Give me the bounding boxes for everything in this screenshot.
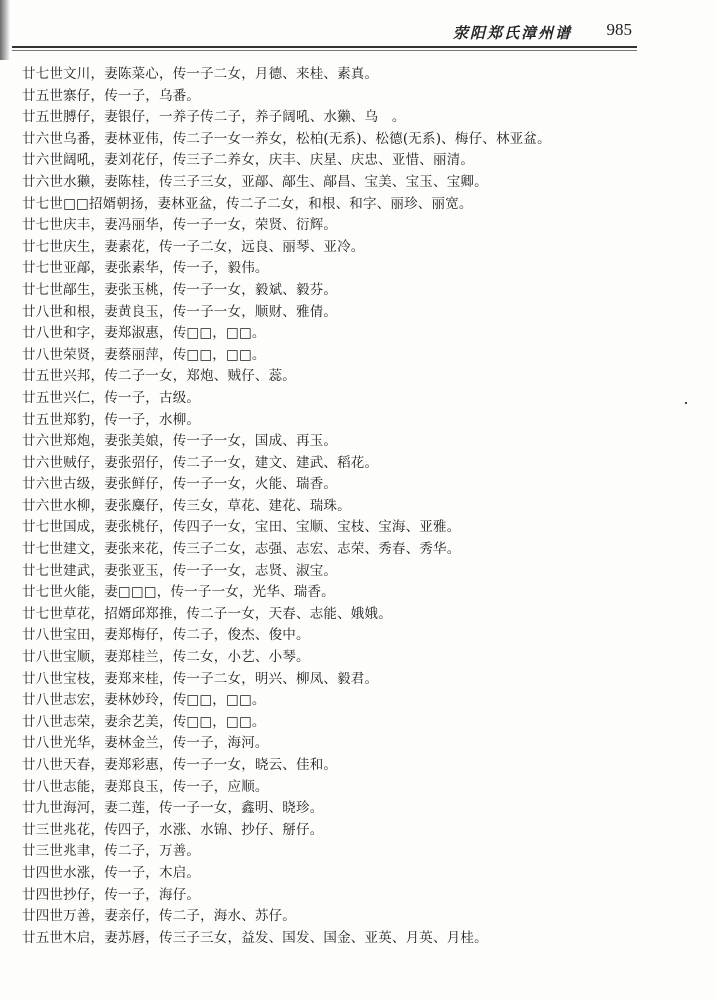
genealogy-entry: 廿七世火能，妻□□□，传一子一女，光华、瑞香。 xyxy=(22,584,335,601)
genealogy-entry: 廿八世光华，妻林金兰，传一子，海河。 xyxy=(22,735,269,752)
genealogy-entry: 廿七世庆生，妻素花，传一子二女，远良、丽琴、亚冷。 xyxy=(22,238,365,255)
genealogy-entry: 廿五世兴仁，传一子，古级。 xyxy=(22,389,201,406)
genealogy-entry: 廿三世兆花，传四子，水涨、水锦、抄仔、掰仔。 xyxy=(22,821,324,838)
genealogy-entry: 廿八世荣贤，妻蔡丽萍，传□□，□□。 xyxy=(22,346,266,363)
genealogy-entry: 廿七世文川，妻陈菜心，传一子二女，月德、来桂、素真。 xyxy=(22,66,379,82)
genealogy-entry: 廿七世亚鄗，妻张素华，传一子，毅伟。 xyxy=(22,260,269,277)
genealogy-entry: 廿七世国成，妻张桃仔，传四子一女，宝田、宝顺、宝枝、宝海、亚雅。 xyxy=(22,519,461,536)
genealogy-entry: 廿七世建文，妻张来花，传三子二女，志强、志宏、志荣、秀春、秀华。 xyxy=(22,541,461,558)
margin-mark xyxy=(685,402,687,404)
genealogy-entry: 廿六世水獭，妻陈桂，传三子三女，亚鄗、鄗生、鄗昌、宝美、宝玉、宝卿。 xyxy=(22,173,488,190)
page-header xyxy=(0,18,650,48)
genealogy-entry: 廿七世庆丰，妻冯丽华，传一子一女，荣贤、衍辉。 xyxy=(22,217,338,234)
genealogy-entry: 廿五世膊仔，妻银仔，一养子传二子，养子阔吼、水獭、乌 。 xyxy=(22,109,406,126)
genealogy-entry: 廿七世草花，招婿邱郑推，传二子一女，天春、志能、娥娥。 xyxy=(22,605,392,622)
genealogy-entry: 廿五世兴邦，传二子一女，郑炮、贼仔、蕊。 xyxy=(22,368,296,385)
genealogy-entry: 廿四世水涨，传一子，木启。 xyxy=(22,864,201,881)
page-number: 985 xyxy=(606,20,632,39)
genealogy-entry: 廿八世志宏，妻林妙玲，传□□，□□。 xyxy=(22,692,266,709)
running-title: 荥阳郑氏漳州谱 xyxy=(452,24,572,42)
genealogy-entry: 廿八世宝顺，妻郑桂兰，传二女，小艺、小琴。 xyxy=(22,649,310,666)
genealogy-entry: 廿六世水柳，妻张麋仔，传三女，草花、建花、瑞珠。 xyxy=(22,497,351,514)
genealogy-entry: 廿五世郑豹，传一子，水柳。 xyxy=(22,411,201,428)
genealogy-entry: 廿六世阔吼，妻刘花仔，传三子二养女，庆丰、庆星、庆忠、亚惜、丽清。 xyxy=(22,152,475,169)
genealogy-entry: 廿三世兆聿，传二子，万善。 xyxy=(22,843,201,860)
genealogy-entry: 廿七世鄗生，妻张玉桃，传一子一女，毅斌、毅芬。 xyxy=(22,281,338,298)
genealogy-entry: 廿八世和字，妻郑淑惠，传□□，□□。 xyxy=(22,325,266,342)
header-rule-thin xyxy=(12,50,637,51)
genealogy-entry: 廿四世万善，妻亲仔，传二子，海水、苏仔。 xyxy=(22,908,296,925)
genealogy-entry: 廿八世志能，妻郑良玉，传一子，应顺。 xyxy=(22,778,269,795)
genealogy-entry: 廿九世海河，妻二莲，传一子一女，鑫明、晓珍。 xyxy=(22,800,324,817)
genealogy-entry: 廿四世抄仔，传一子，海仔。 xyxy=(22,886,201,903)
genealogy-entry: 廿六世乌番，妻林亚伟，传二子一女一养女，松柏(无系)、松德(无系)、梅仔、林亚盆。 xyxy=(22,130,551,147)
genealogy-entry: 廿七世□□招婿朝扬，妻林亚盆，传二子二女，和根、和字、丽珍、丽宽。 xyxy=(22,195,473,212)
genealogy-entry: 廿八世和根，妻黄良玉，传一子一女，顺财、雅倩。 xyxy=(22,303,338,320)
genealogy-entry: 廿六世郑炮，妻张美娘，传一子一女，国成、再玉。 xyxy=(22,433,338,450)
genealogy-entry: 廿六世贼仔，妻张弨仔，传二子一女，建文、建武、稻花。 xyxy=(22,454,379,471)
genealogy-entry: 廿五世木启，妻苏唇，传三子三女，益发、国发、国金、亚英、月英、月桂。 xyxy=(22,929,488,946)
genealogy-entry: 廿八世宝田，妻郑梅仔，传二子，俊杰、俊中。 xyxy=(22,627,310,644)
genealogy-entry: 廿六世古级，妻张鲜仔，传一子一女，火能、瑞香。 xyxy=(22,476,338,493)
genealogy-entry: 廿八世志荣，妻余艺美，传□□，□□。 xyxy=(22,713,266,730)
header-rule xyxy=(12,46,637,48)
genealogy-entry: 廿七世建武，妻张亚玉，传一子一女，志贤、淑宝。 xyxy=(22,562,338,579)
genealogy-entry-list xyxy=(22,64,662,949)
genealogy-entry: 廿八世天春，妻郑彩惠，传一子一女，晓云、佳和。 xyxy=(22,757,338,773)
genealogy-entry: 廿八世宝枝，妻郑来桂，传一子二女，明兴、柳凤、毅君。 xyxy=(22,670,379,687)
genealogy-entry: 廿五世寨仔，传一子，乌番。 xyxy=(22,87,201,104)
